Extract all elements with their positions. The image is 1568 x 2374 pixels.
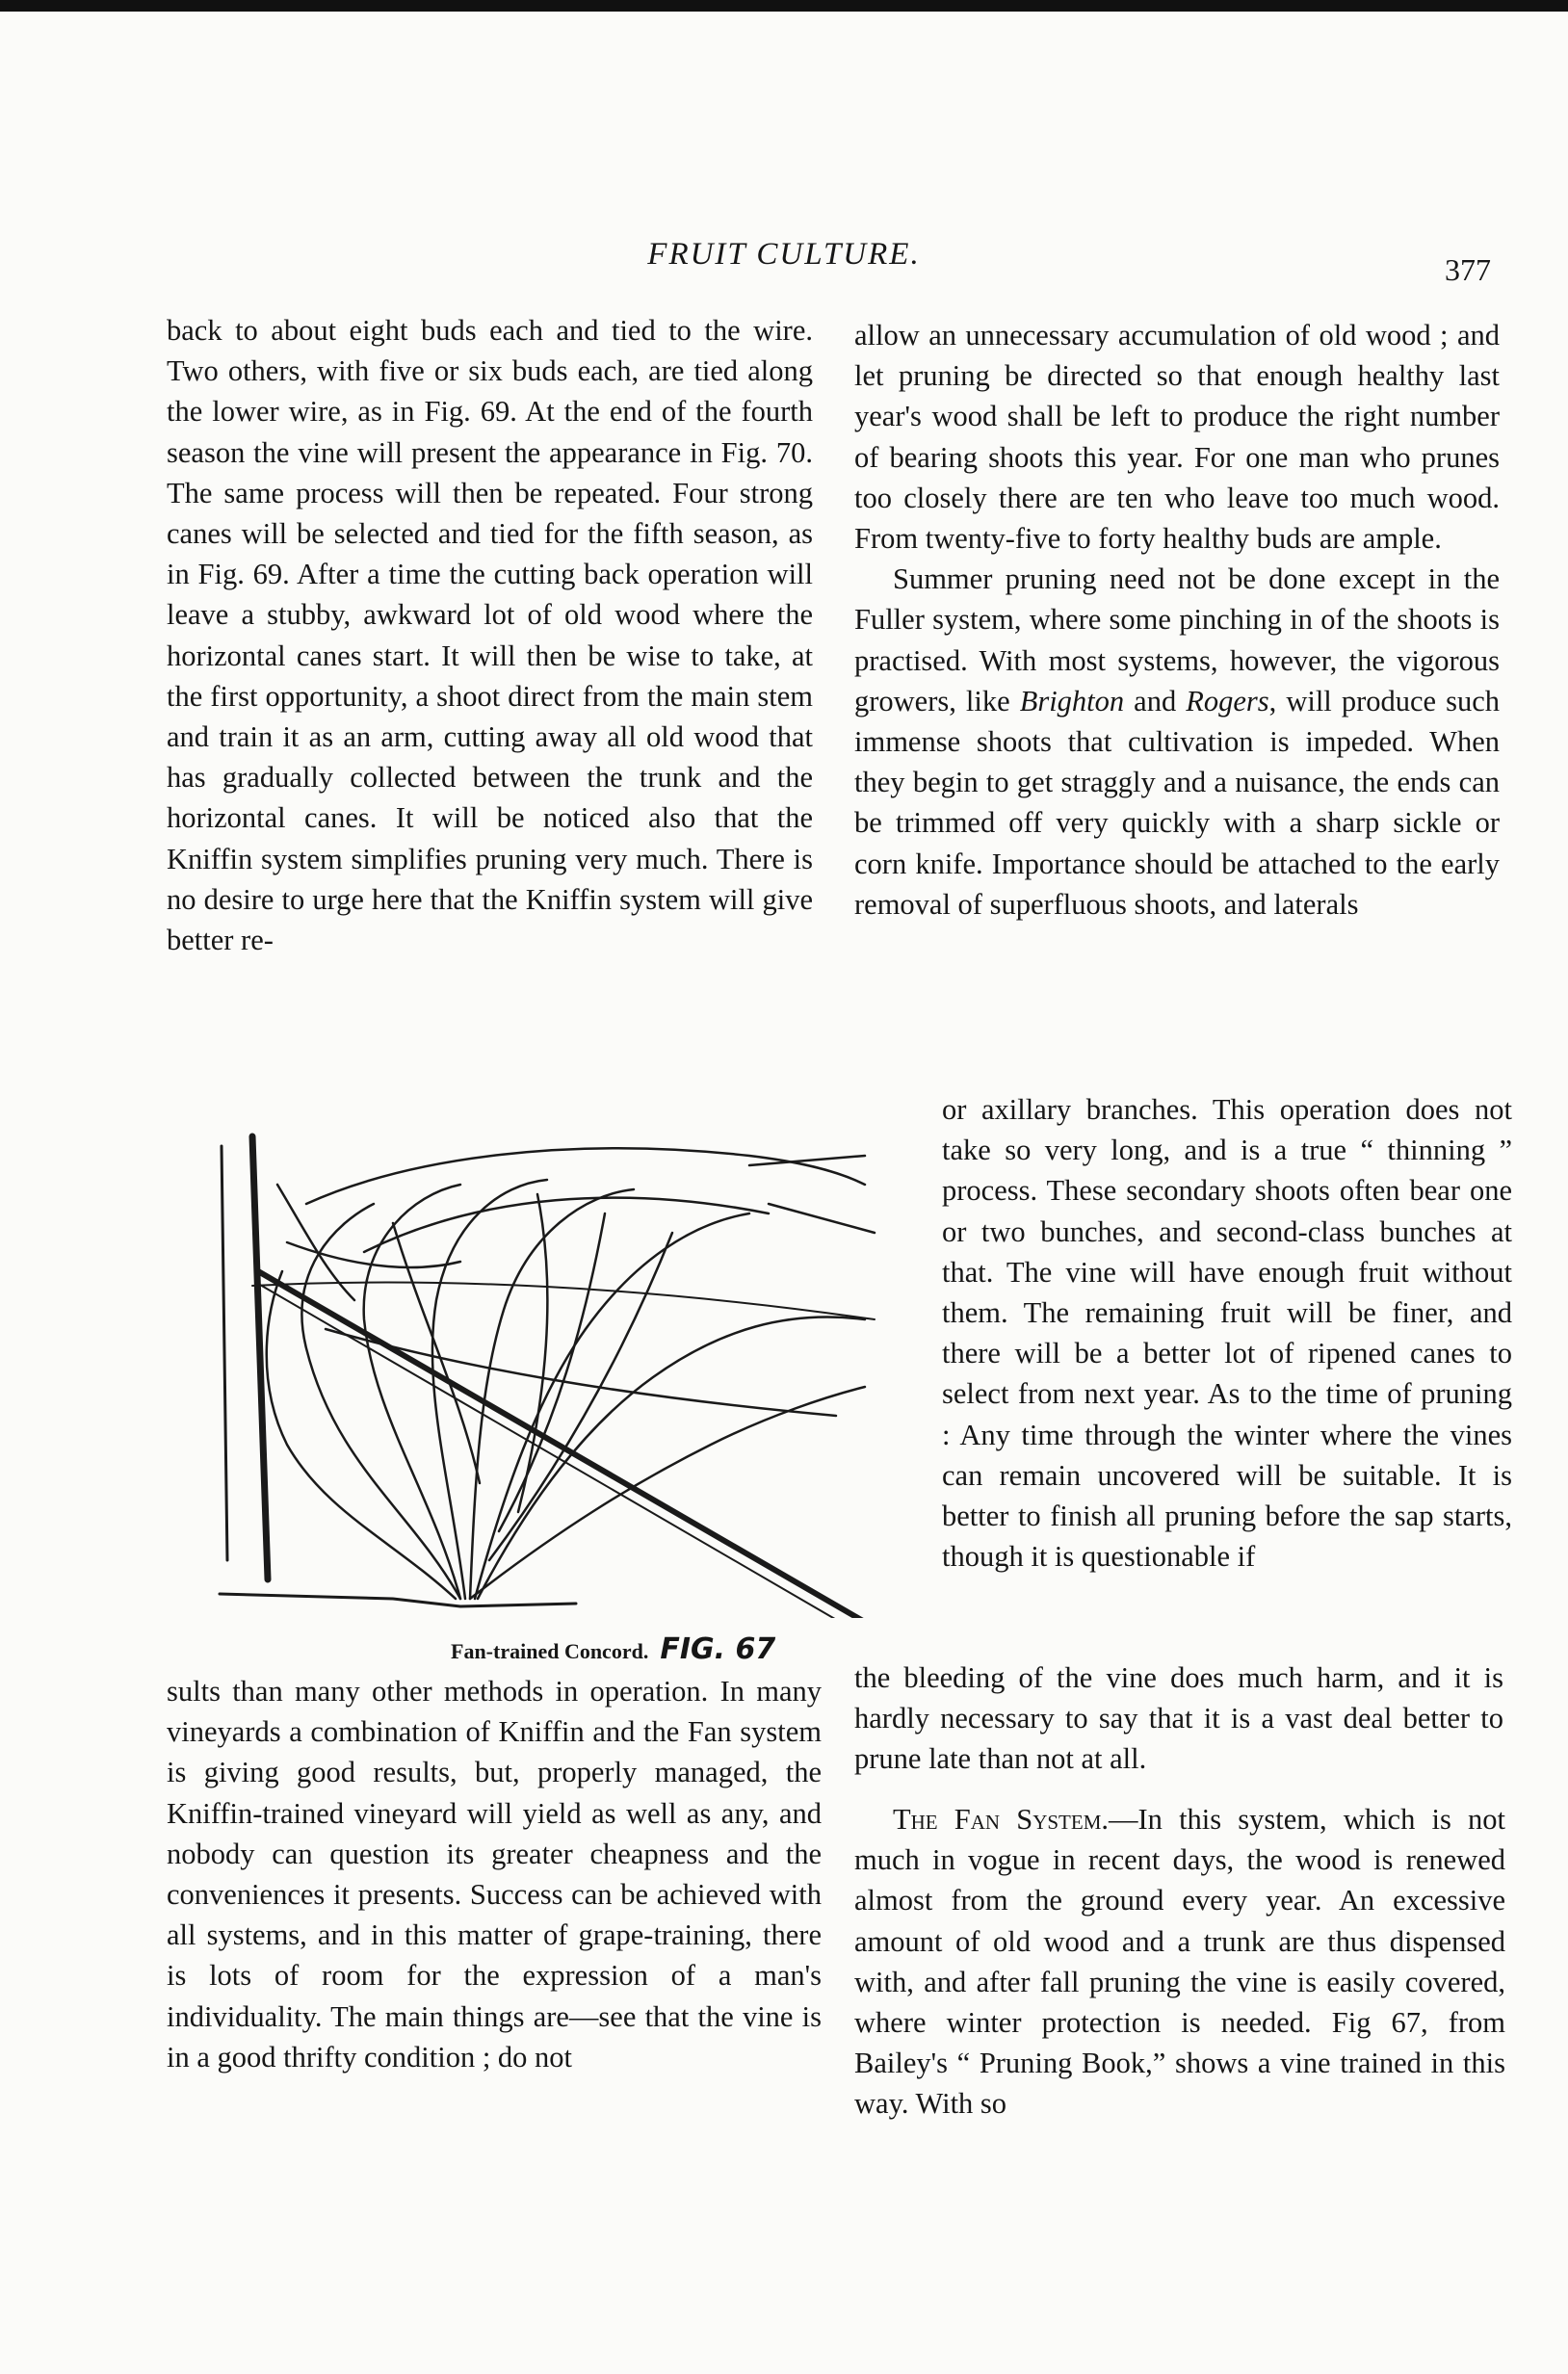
fan-trained-vine-figure bbox=[171, 1079, 903, 1666]
vine-canes bbox=[267, 1148, 875, 1599]
right-column-lower-text: the bleeding of the vine does much harm, and it is hardly necessary to say that it is a vast deal better to prune late than not at all. bbox=[854, 1661, 1503, 1776]
right-column-paragraph-1: allow an unnecessary accumulation of old wood ; and let pruning be directed so that enough healthy last year's wood shall be left to produce the right number of bearing shoots this year. For one man who prunes too closely there are ten who leave too much wood. From twenty-five to forty healthy buds are ample. bbox=[854, 319, 1500, 556]
summer-text-2: and bbox=[1124, 684, 1187, 717]
right-column-top bbox=[854, 315, 1500, 925]
wire-shape bbox=[252, 1283, 875, 1319]
page-number: 377 bbox=[1445, 252, 1491, 287]
caption-text: Fan-trained Concord. bbox=[451, 1639, 649, 1663]
fan-system-section bbox=[854, 1799, 1505, 2125]
left-column-top-paragraph: back to about eight buds each and tied to the wire. Two others, with five or six buds each, are tied along the lower wire, as in Fig. 69. At the end of the fourth season the vine will present the appearance in Fig. 70. The same process will then be repeated. Four strong canes will be selected and tied for the fifth season, as in Fig. 69. After a time the cutting back operation will leave a stubby, awkward lot of old wood where the horizontal canes start. It will then be wise to take, at the first opportunity, a shoot direct from the main stem and train it as an arm, cutting away all old wood that has gradually collected between the trunk and the horizontal canes. It will be noticed also that the Kniffin system simplifies pruning very much. There is no desire to urge here that the Kniffin system will give better re- bbox=[167, 314, 813, 957]
right-column-wrapped-text: or axillary branches. This operation does not take so very long, and is a true “ thinning ” process. These secondary shoots often bear one or two bunches, and second-class bunches at that. The vine will have enough fruit without them. The remaining fruit will be finer, and there will be a better lot of ripened canes to select from next year. As to the time of pruning : Any time through the winter where the vines can remain uncovered will be suitable. It is better to finish all pruning before the sap starts, though it is questionable if bbox=[942, 1093, 1512, 1574]
left-column-bottom-paragraph: sults than many other methods in operation. In many vineyards a combination of Kniffin and the Fan system is giving good results, but, properly managed, the Kniffin-trained vineyard will yield as well as any, and nobody can question its greater cheapness and the conveniences it presents. Success can be achieved with all systems, and in this matter of grape-training, there is lots of room for the expression of a man's individuality. The main things are—see that the vine is in a good thrifty condition ; do not bbox=[167, 1675, 822, 2074]
summer-text-1: Summer pruning need not be done except in the Fuller system, where some pinching in of the shoots is practised. With most systems, however, the vigorous growers, like bbox=[854, 562, 1500, 717]
top-edge-bar bbox=[0, 0, 1568, 12]
summer-pruning-paragraph bbox=[854, 559, 1500, 925]
figure-label: FIG. 67 bbox=[660, 1632, 776, 1666]
figure-caption bbox=[451, 1632, 775, 1666]
fan-system-body: —In this system, which is not much in vogue in recent days, the wood is renewed almost from the ground every year. An excessive amount of old wood and a trunk are thus dispensed with, and after fall pruning the vine is easily covered, where winter protection is needed. Fig 67, from Bailey's “ Pruning Book,” shows a vine trained in this way. With so bbox=[854, 1803, 1505, 2121]
fan-system-paragraph bbox=[854, 1799, 1505, 2125]
running-title: FRUIT CULTURE. bbox=[647, 237, 921, 272]
ground-line bbox=[220, 1594, 576, 1606]
variety-rogers: Rogers bbox=[1186, 684, 1269, 717]
vine-illustration bbox=[171, 1079, 903, 1618]
fan-system-heading: The Fan System. bbox=[893, 1803, 1109, 1836]
variety-brighton: Brighton bbox=[1019, 684, 1125, 717]
summer-text-3: , will produce such immense shoots that cultivation is impeded. When they begin to get straggly and a nuisance, the ends can be trimmed off very quickly with a sharp sickle or corn knife. Importance should be attached to the early removal of superfluous shoots, and laterals bbox=[854, 684, 1500, 921]
post-shape bbox=[222, 1146, 227, 1560]
